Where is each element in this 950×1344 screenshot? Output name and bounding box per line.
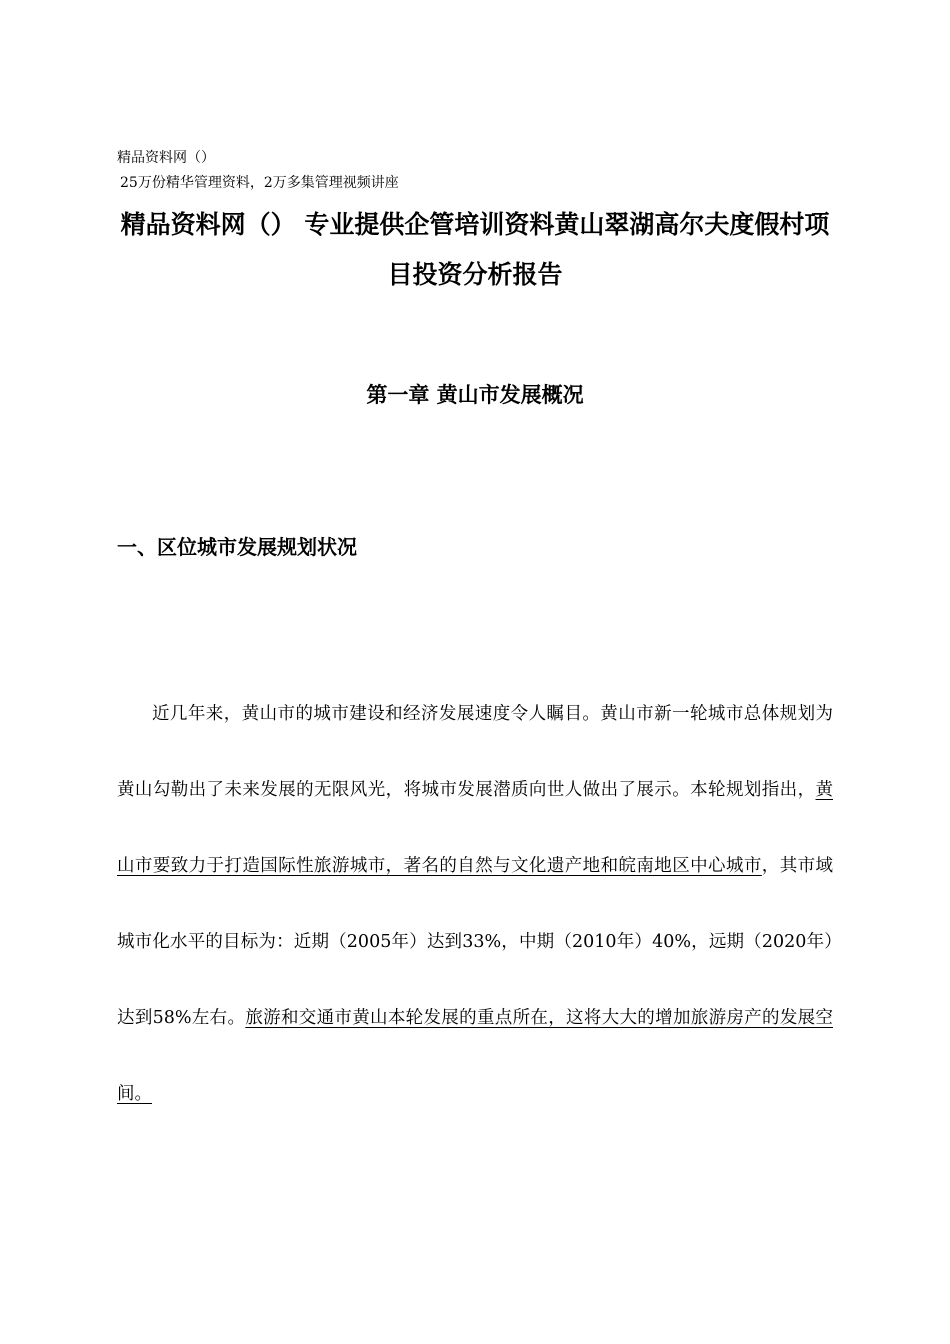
document-title <box>117 200 833 300</box>
paragraph-underlined-2: 旅游和交通市黄山本轮发展的重点所在，这将大大的增加旅游房产的发展空间。 <box>117 1008 833 1104</box>
header-site-name: 精品资料网（） <box>117 150 215 166</box>
section-heading: 一、区位城市发展规划状况 <box>117 535 357 559</box>
paragraph-text-2: ，其市域城市化水平的目标为：近期（2005年）达到33%，中期（2010年）40%，远期（2020年）达到58%左右。 <box>117 856 834 1028</box>
header-tagline: 25万份精华管理资料，2万多集管理视频讲座 <box>120 175 399 191</box>
paragraph-text-1: 近几年来，黄山市的城市建设和经济发展速度令人瞩目。黄山市新一轮城市总体规划为黄山勾勒出了未来发展的无限风光，将城市发展潜质向世人做出了展示。本轮规划指出， <box>117 704 833 800</box>
body-paragraph <box>117 676 833 1132</box>
chapter-heading: 第一章 黄山市发展概况 <box>366 383 584 407</box>
title-site-prefix: 精品资料网（） 专业提供企管培训资料 <box>120 210 555 239</box>
paragraph-underlined-1: 黄山市要致力于打造国际性旅游城市，著名的自然与文化遗产地和皖南地区中心城市 <box>117 780 833 876</box>
title-report-name: 黄山翠湖高尔夫度假村项目投资分析报告 <box>387 210 830 289</box>
